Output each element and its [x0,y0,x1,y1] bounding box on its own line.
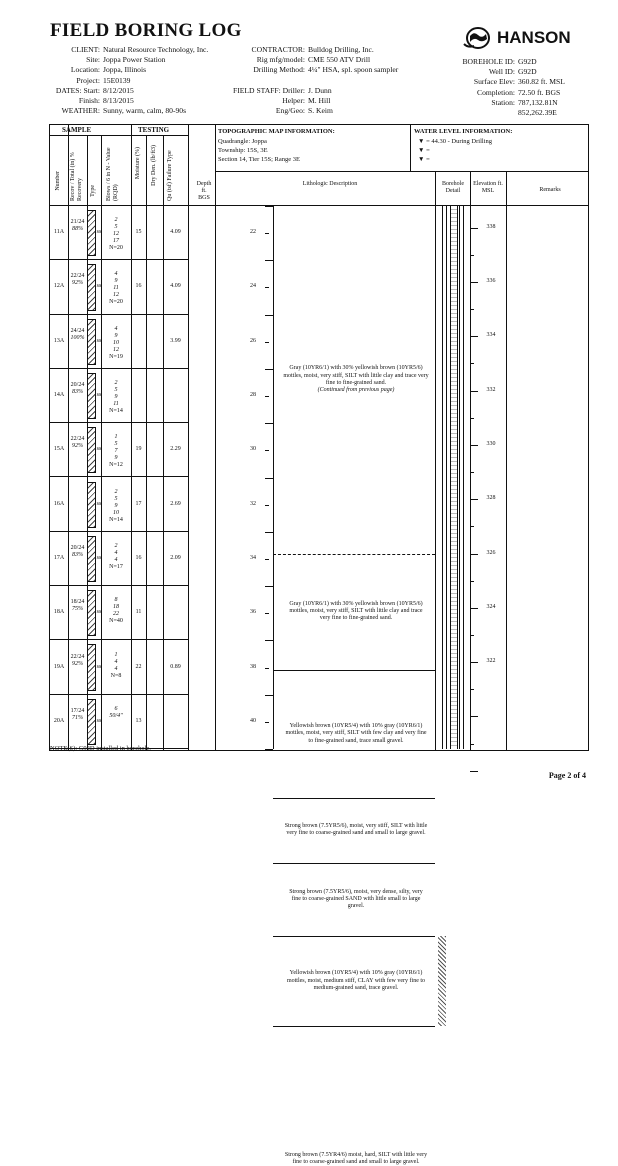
header-key: Well ID: [488,67,515,77]
sample-type: ss [96,283,102,290]
header-row [190,76,398,86]
header-value: 8/13/2015 [103,96,134,106]
sample-recovery [68,491,87,498]
sample-number: 12A [53,283,65,290]
moisture: 11 [135,609,142,616]
elev-tick [470,282,478,283]
sample-type: ss [96,392,102,399]
qu-value: 4.09 [170,229,181,236]
sample-number: 13A [53,337,65,344]
sample-row [50,206,215,260]
elevation-label: 334 [486,332,496,339]
header-key: DATES: Start: [55,85,100,95]
blow-counts: 2 5 9 10 N=14 [109,488,123,523]
qu-value: 2.29 [170,446,181,453]
header-value: 852,262.39E [518,108,557,118]
page-title: FIELD BORING LOG [50,20,242,41]
elevation-label: 322 [486,658,496,665]
header-row [50,55,208,65]
depth-label: 26 [250,337,256,344]
layer-description: Gray (10YR6/1) with 30% yellowish brown (10YR5/6) mottles, moist, very stiff, SILT with little clay and trace very fine to fine-grained sand. [289,601,423,622]
elev-tick [470,499,478,500]
elev-tick [470,445,478,446]
depth-label: 30 [250,446,256,453]
header-middle [190,45,398,116]
layer-description: Gray (10YR6/1) with 30% yellowish brown (10YR5/6) mottles, moist, very stiff, SILT with little clay and trace very fine to fine-grained sand. (Continued from previous page) [283,365,429,393]
sample-heading: SAMPLE [62,126,92,134]
header-value: 15E0139 [103,75,131,85]
header-value: 787,132.81N [518,97,558,107]
header-key: Station: [491,97,515,107]
col-depth: Depth ft. BGS [196,181,212,201]
depth-tick [265,450,269,451]
header-left [50,45,208,116]
depth-tick [265,233,269,234]
header-value: Bulldog Drilling, Inc. [308,45,374,54]
header-row [440,98,565,108]
elevation-label: 338 [486,223,496,230]
header-value: 8/12/2015 [103,85,134,95]
elev-tick [470,608,478,609]
page-number: Page 2 of 4 [548,771,586,780]
header-row [440,67,565,77]
depth-tick [265,423,273,424]
col-qu: Qu (tsf) Failure Type [167,150,173,201]
header-value: J. Dunn [308,85,332,95]
elev-tick [470,472,474,473]
blow-counts: 2 5 12 17 N=20 [109,217,123,252]
header-value: Joppa, Illinois [103,65,147,75]
header-value: CME 550 ATV Drill [308,55,371,65]
header-value: M. Hill [308,96,331,106]
elev-tick [470,391,478,392]
sample-recovery: 22/24 92% [70,653,85,667]
sample-number: 20A [53,717,65,724]
blow-counts: 6 50/4" [109,705,123,719]
logo-text: HANSON [497,28,571,47]
layer-description: Strong brown (7.5YR5/6), moist, very dense, silty, very fine to coarse-grained SAND with little small to large gravel. [289,888,423,910]
qu-value: 2.09 [170,554,181,561]
header-row [440,88,565,98]
col-lithologic: Lithologic Description [302,181,358,187]
header-key: FIELD STAFF: Driller: [233,85,305,95]
elev-tick [470,689,474,690]
header-value: S. Keim [308,106,333,116]
header-row [50,106,208,116]
elevation-label: 332 [486,386,496,393]
header-key: WEATHER: [61,106,100,116]
water-row-2: ▼ = [418,147,430,154]
header-key: Surface Elev: [473,77,515,87]
elev-tick [470,309,474,310]
sample-recovery: 21/24 88% [70,219,85,233]
depth-tick [265,613,269,614]
header-key: Eng/Geo: [275,106,305,116]
elev-tick [470,363,474,364]
depth-tick [265,749,273,750]
header-row [440,57,565,67]
sample-number: 19A [53,663,65,670]
header-value: 4¼" HSA, spl. spoon sampler [308,65,399,75]
layer-description: Strong brown (7.5YR4/6) moist, hard, SILT with little very fine to coarse-grained sand and small to large gravel. [284,1151,428,1165]
header-key: CONTRACTOR: [251,45,305,54]
depth-tick [265,532,273,533]
elevation-label: 330 [486,440,496,447]
elevation-label: 324 [486,603,496,610]
header-key: Drilling Method: [253,65,305,75]
sample-row [50,478,215,532]
header-value: Joppa Power Station [103,55,166,65]
layer-boundary [273,798,435,799]
elev-tick [470,635,474,636]
township: Township: 15S, 3E [218,147,268,154]
header-key: Rig mfg/model: [256,55,305,65]
sample-row [50,586,215,640]
qu-value: 2.69 [170,500,181,507]
header-key: Project: [76,75,100,85]
depth-tick [265,505,269,506]
blow-counts: 2 4 4 N=17 [109,542,123,570]
depth-tick [265,260,273,261]
sample-type: ss [96,500,102,507]
elev-tick [470,418,474,419]
col-type: Type [90,185,96,197]
sample-row [50,315,215,369]
header-row [190,86,398,96]
depth-tick [265,695,273,696]
sample-row [50,423,215,477]
header-row [440,108,565,118]
quadrangle: Quadrangle: Joppa [218,138,267,145]
layer-description: Yellowish brown (10YR5/4) with 10% gray (10YR6/1) mottles, moist, very stiff, SILT with few clay and very fine to fine-grained sand, trace small gravel. [285,723,427,744]
depth-label: 24 [250,283,256,290]
header-row [50,76,208,86]
col-moisture: Moisture (%) [135,147,141,180]
moisture: 13 [135,717,142,724]
section: Section 14, Tier 15S; Range 3E [218,156,300,163]
elev-tick [470,716,478,717]
water-title: WATER LEVEL INFORMATION: [414,128,513,135]
sample-number: 11A [53,229,65,236]
sample-recovery: 22/24 92% [70,273,85,287]
elev-tick [470,336,478,337]
topo-title: TOPOGRAPHIC MAP INFORMATION: [218,128,335,135]
sample-number: 18A [53,609,65,616]
depth-tick [265,722,269,723]
header-row [440,77,565,87]
sample-row [50,369,215,423]
sample-recovery: 18/24 75% [70,599,85,613]
depth-tick [265,206,273,207]
header-row [190,65,398,75]
header-key: Finish: [78,96,100,106]
header-value: Natural Resource Technology, Inc. [103,45,209,54]
header-value: 72.50 ft. BGS [518,87,561,97]
col-borehole: Borehole Detail [442,181,464,194]
depth-tick [265,287,269,288]
depth-tick [265,559,269,560]
col-elevation: Elevation ft. MSL [473,181,503,194]
elev-tick [470,228,478,229]
col-number: Number [55,171,61,191]
header-value: G92D [518,57,537,66]
sample-row [50,260,215,314]
moisture: 16 [135,554,142,561]
elevation-label: 326 [486,549,496,556]
sample-type: ss [96,337,102,344]
sample-recovery: 20/24 83% [70,544,85,558]
sample-type: ss [96,717,102,724]
logo [462,26,587,52]
sample-number: 17A [53,554,65,561]
header-key: Helper: [282,96,305,106]
sample-type: ss [96,554,102,561]
blow-counts: 2 5 9 11 N=14 [109,380,123,415]
sample-number: 14A [53,392,65,399]
depth-tick [265,668,269,669]
col-density: Dry Den. (lb/ft3) [151,145,157,186]
header-row [50,96,208,106]
header-key: BOREHOLE ID: [462,57,515,66]
qu-value: 3.99 [170,337,181,344]
blow-counts: 1 4 4 N=8 [110,651,122,679]
layer-boundary [273,554,435,555]
depth-label: 32 [250,500,256,507]
sample-type: ss [96,229,102,236]
sample-recovery: 22/24 92% [70,436,85,450]
header-row [50,65,208,75]
depth-tick [265,342,269,343]
qu-value: 4.09 [170,283,181,290]
layer-boundary [273,670,435,671]
depth-tick [265,478,273,479]
header-row [190,55,398,65]
sample-row [50,695,215,749]
depth-tick [265,640,273,641]
elev-tick [470,526,474,527]
elev-tick [470,744,474,745]
depth-tick [265,586,273,587]
header-row [50,45,208,55]
layer-description: Yellowish brown (10YR5/4) with 10% gray (10YR6/1) mottles, moist, medium stiff, CLAY with few very fine to medium-grained sand, trace gravel. [286,970,426,991]
layer-boundary [273,1026,435,1027]
elevation-label: 328 [486,495,496,502]
water-row-1: ▼ = 44.30 - During Drilling [418,138,493,145]
qu-value: 0.89 [170,663,181,670]
header-key: CLIENT: [71,45,100,54]
blow-counts: 4 9 10 12 N=19 [109,325,123,360]
blow-counts: 8 18 22 N=40 [109,597,123,625]
elev-tick [470,662,478,663]
depth-tick [265,396,269,397]
sample-row [50,640,215,694]
elev-tick [470,771,478,772]
depth-label: 40 [250,717,256,724]
header-value: Sunny, warm, calm, 80-90s [103,106,187,116]
layer-boundary [273,863,435,864]
sample-recovery: 24/24 100% [70,327,85,341]
depth-label: 38 [250,663,256,670]
testing-heading: TESTING [138,126,170,134]
depth-label: 22 [250,229,256,236]
header-right [440,57,565,118]
sample-type: ss [96,446,102,453]
moisture: 17 [135,500,142,507]
header-row [190,45,398,55]
sample-number: 16A [53,500,65,507]
water-row-3: ▼ = [418,156,430,163]
blow-counts: 1 5 7 9 N=12 [109,434,123,469]
layer-description: Strong brown (7.5YR5/6), moist, very stiff, SILT with little very fine to coarse-grained sand and small to large gravel. [284,823,428,837]
borehole-detail [436,206,470,749]
globe-hands-icon [462,26,494,50]
layer-boundary [273,936,435,937]
col-remarks: Remarks [539,187,561,193]
sample-row [50,532,215,586]
header-key: Site: [86,55,100,65]
elev-tick [470,581,474,582]
depth-label: 28 [250,392,256,399]
sample-recovery: 17/24 71% [70,707,85,721]
blow-counts: 4 9 11 12 N=20 [109,271,123,306]
notes: NOTE(S): G92D installed in borehole. [50,745,151,752]
sample-recovery: 20/24 83% [70,382,85,396]
elev-tick [470,255,474,256]
sample-type: ss [96,663,102,670]
depth-tick [265,369,273,370]
header-row [50,86,208,96]
moisture: 15 [135,229,142,236]
header-value: G92D [518,67,537,77]
col-blows: Blows / 6 in N - Value (RQD) [106,147,119,201]
sample-type: ss [96,609,102,616]
elev-tick [470,554,478,555]
header-row [190,106,398,116]
header-key: Location: [70,65,100,75]
depth-label: 36 [250,609,256,616]
depth-tick [265,315,273,316]
moisture: 16 [135,283,142,290]
sample-number: 15A [53,446,65,453]
moisture: 19 [135,446,142,453]
moisture: 22 [135,663,142,670]
col-recovery: Recov / Total (in) % Recovery [70,152,83,201]
elevation-label: 336 [486,278,496,285]
header-row [190,96,398,106]
header-value: 360.82 ft. MSL [518,77,565,87]
header-key: Completion: [477,87,515,97]
depth-label: 34 [250,554,256,561]
